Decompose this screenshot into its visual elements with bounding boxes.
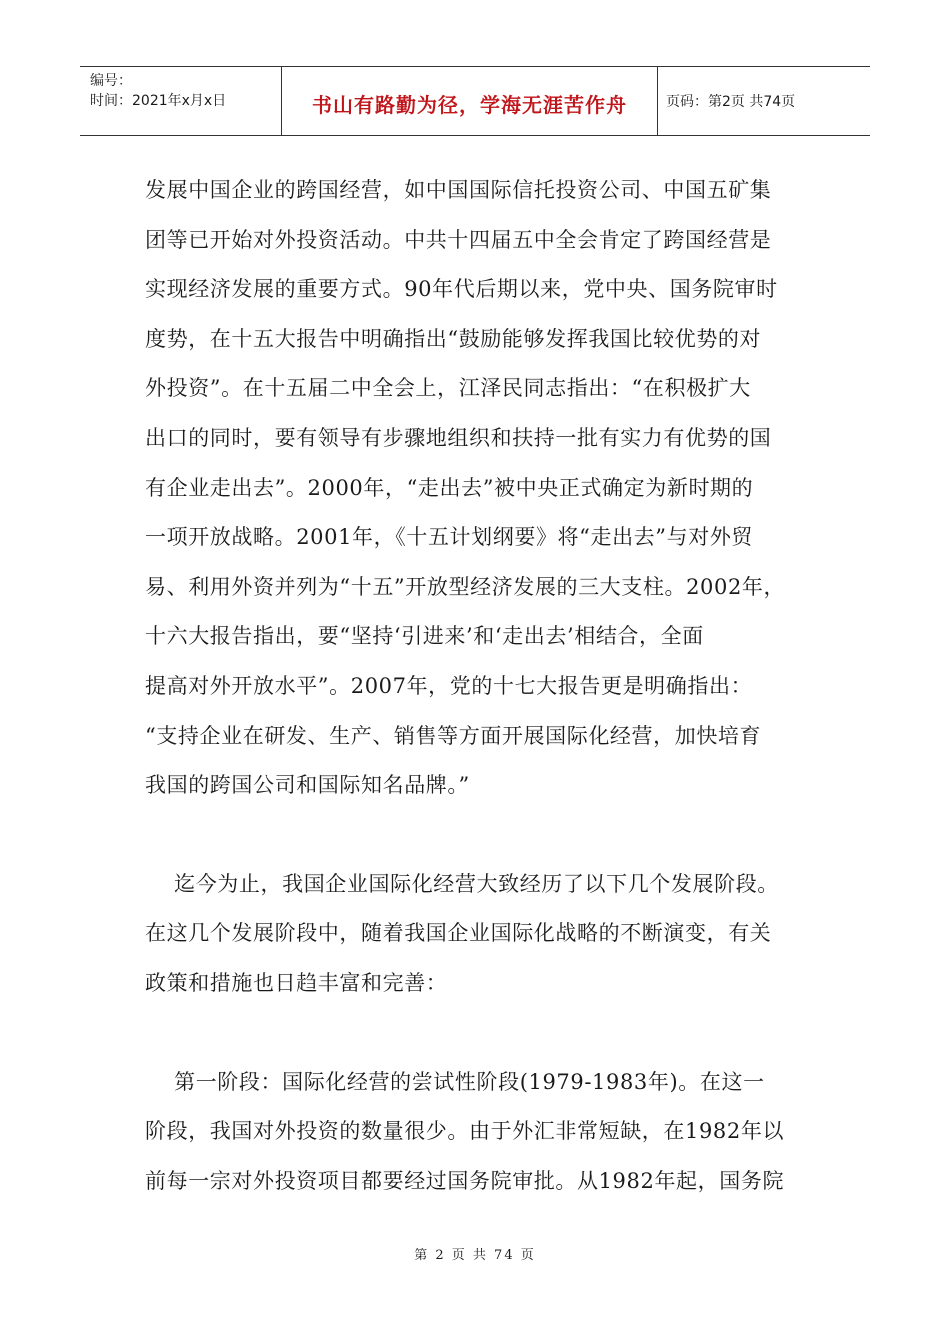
document-date-label: 时间：2021年x月x日 [90,93,227,109]
text-line: 前每一宗对外投资项目都要经过国务院审批。从1982年起，国务院 [145,1168,785,1193]
text-line: “支持企业在研发、生产、销售等方面开展国际化经营，加快培育 [145,723,762,748]
paragraph-1 [145,166,810,811]
text-line: 发展中国企业的跨国经营，如中国国际信托投资公司、中国五矿集 [145,178,772,202]
header-motto: 书山有路勤为径，学海无涯苦作舟 [282,67,658,135]
document-body [145,166,810,1206]
text-line: 阶段，我国对外投资的数量很少。由于外汇非常短缺，在1982年以 [145,1119,785,1144]
text-line: 有企业走出去”。2000年，“走出去”被中央正式确定为新时期的 [145,475,754,500]
page-footer: 第 2 页 共 74 页 [414,1248,536,1263]
text-line: 出口的同时，要有领导有步骤地组织和扶持一批有实力有优势的国 [145,425,772,450]
header-page-label: 页码：第2页 共74页 [666,94,796,110]
paragraph-2 [145,860,810,1009]
document-number-label: 编号： [90,73,132,89]
header-meta [80,67,282,135]
text-line: 一项开放战略。2001年，《十五计划纲要》将“走出去”与对外贸 [145,525,754,550]
document-header [80,66,870,136]
text-line: 迄今为止，我国企业国际化经营大致经历了以下几个发展阶段。 [145,871,779,896]
text-line: 易、利用外资并列为“十五”开放型经济发展的三大支柱。2002年， [145,574,786,599]
text-line: 提高对外开放水平”。2007年，党的十七大报告更是明确指出： [145,673,753,698]
text-line: 实现经济发展的重要方式。90年代后期以来，党中央、国务院审时 [145,277,778,302]
text-line: 外投资”。在十五届二中全会上，江泽民同志指出：“在积极扩大 [145,376,751,401]
text-line: 度势，在十五大报告中明确指出“鼓励能够发挥我国比较优势的对 [145,326,762,351]
text-line: 十六大报告指出，要“坚持‘引进来’和‘走出去’相结合，全面 [145,624,704,649]
text-line: 我国的跨国公司和国际知名品牌。” [145,773,470,798]
text-line: 政策和措施也日趋丰富和完善： [145,970,448,995]
text-line: 在这几个发展阶段中，随着我国企业国际化战略的不断演变，有关 [145,921,772,946]
paragraph-3 [145,1058,810,1207]
text-line: 团等已开始对外投资活动。中共十四届五中全会肯定了跨国经营是 [145,227,772,252]
text-line: 第一阶段：国际化经营的尝试性阶段(1979-1983年)。在这一 [145,1069,765,1094]
